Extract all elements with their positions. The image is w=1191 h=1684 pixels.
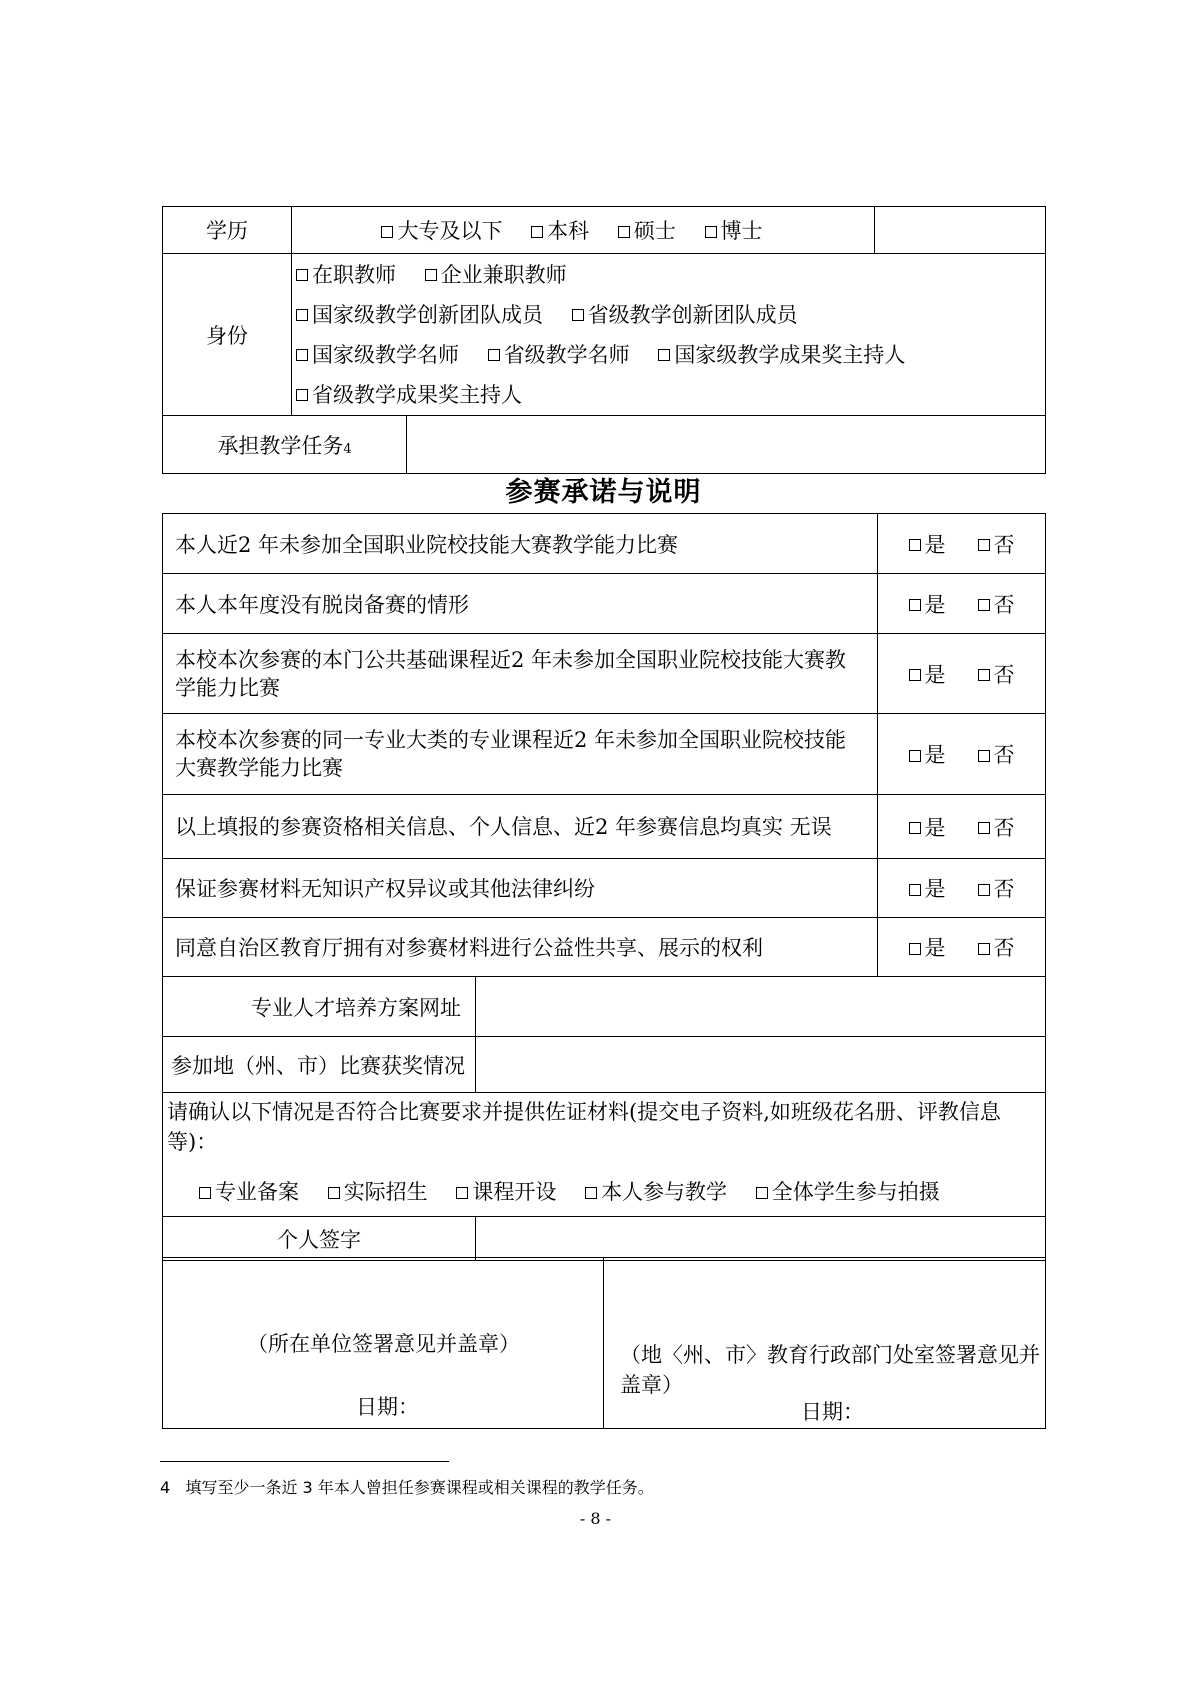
confirm-options — [167, 1175, 1041, 1209]
checkbox-icon[interactable] — [572, 309, 584, 321]
commitment-item: 以上填报的参赛资格相关信息、个人信息、近2 年参赛信息均真实 无误 — [163, 795, 878, 859]
yes-option[interactable]: 是 — [909, 816, 946, 840]
no-option[interactable]: 否 — [978, 663, 1015, 687]
yes-option[interactable]: 是 — [909, 877, 946, 901]
checkbox-icon[interactable] — [978, 599, 990, 611]
identity-label: 身份 — [163, 254, 292, 416]
dept-opinion-date: 日期： — [801, 1400, 864, 1424]
yes-no-choice — [878, 514, 1046, 574]
education-options — [292, 207, 875, 254]
checkbox-icon[interactable] — [296, 389, 308, 401]
checkbox-icon[interactable] — [296, 269, 308, 281]
yes-option[interactable]: 是 — [909, 663, 946, 687]
checkbox-icon[interactable] — [978, 884, 990, 896]
yes-no-choice — [878, 795, 1046, 859]
education-option[interactable]: 大专及以下 — [381, 219, 502, 243]
footnote-text: 填写至少一条近 3 年本人曾担任参赛课程或相关课程的教学任务。 — [185, 1478, 654, 1497]
checkbox-icon[interactable] — [531, 226, 543, 238]
checkbox-icon[interactable] — [488, 349, 500, 361]
checkbox-icon[interactable] — [585, 1187, 597, 1199]
signature-label: 个人签字 — [163, 1217, 476, 1261]
yes-option[interactable]: 是 — [909, 743, 946, 767]
checkbox-icon[interactable] — [909, 750, 921, 762]
checkbox-icon[interactable] — [296, 309, 308, 321]
opinion-table — [162, 1257, 1046, 1429]
yes-option[interactable]: 是 — [909, 533, 946, 557]
education-label: 学历 — [163, 207, 292, 254]
identity-row — [296, 295, 1033, 335]
identity-option[interactable]: 省级教学名师 — [488, 343, 630, 367]
section-title: 参赛承诺与说明 — [505, 477, 702, 508]
identity-option[interactable]: 省级教学创新团队成员 — [572, 303, 798, 327]
checkbox-icon[interactable] — [658, 349, 670, 361]
checkbox-icon[interactable] — [909, 669, 921, 681]
identity-row — [296, 255, 1033, 295]
identity-option[interactable]: 企业兼职教师 — [425, 263, 567, 287]
education-option[interactable]: 博士 — [705, 219, 763, 243]
identity-option[interactable]: 在职教师 — [296, 263, 396, 287]
checkbox-icon[interactable] — [978, 539, 990, 551]
checkbox-icon[interactable] — [978, 750, 990, 762]
no-option[interactable]: 否 — [978, 533, 1015, 557]
yes-no-choice — [878, 918, 1046, 977]
checkbox-icon[interactable] — [978, 669, 990, 681]
commitment-item: 本人本年度没有脱岗备赛的情形 — [163, 574, 878, 634]
confirm-option[interactable]: 本人参与教学 — [585, 1180, 727, 1204]
program-url-label: 专业人才培养方案网址 — [163, 977, 476, 1037]
checkbox-icon[interactable] — [909, 539, 921, 551]
footnote — [160, 1475, 654, 1498]
checkbox-icon[interactable] — [705, 226, 717, 238]
confirm-text: 请确认以下情况是否符合比赛要求并提供佐证材料(提交电子资料,如班级花名册、评教信息等)： — [167, 1100, 1001, 1154]
confirm-cell — [163, 1093, 1046, 1217]
commitment-table — [162, 513, 1046, 1261]
identity-option[interactable]: 国家级教学成果奖主持人 — [658, 343, 905, 367]
checkbox-icon[interactable] — [425, 269, 437, 281]
identity-row — [296, 375, 1033, 415]
checkbox-icon[interactable] — [978, 822, 990, 834]
identity-option[interactable]: 国家级教学名师 — [296, 343, 459, 367]
signature-input[interactable] — [476, 1217, 1046, 1261]
identity-option[interactable]: 国家级教学创新团队成员 — [296, 303, 543, 327]
checkbox-icon[interactable] — [909, 943, 921, 955]
checkbox-icon[interactable] — [756, 1187, 768, 1199]
confirm-option[interactable]: 实际招生 — [328, 1180, 428, 1204]
unit-opinion-date: 日期： — [356, 1395, 419, 1419]
page-number: - 8 - — [579, 1509, 612, 1528]
commitment-item: 保证参赛材料无知识产权异议或其他法律纠纷 — [163, 859, 878, 918]
commitment-item: 同意自治区教育厅拥有对参赛材料进行公益性共享、展示的权利 — [163, 918, 878, 977]
footnote-divider — [160, 1461, 449, 1462]
unit-opinion-text: （所在单位签署意见并盖章） — [247, 1332, 520, 1356]
teaching-task-input[interactable] — [407, 416, 1046, 474]
footnote-ref: 4 — [343, 441, 352, 457]
prefecture-awards-label: 参加地（州、市）比赛获奖情况 — [163, 1037, 476, 1093]
checkbox-icon[interactable] — [618, 226, 630, 238]
yes-no-choice — [878, 714, 1046, 795]
no-option[interactable]: 否 — [978, 936, 1015, 960]
no-option[interactable]: 否 — [978, 743, 1015, 767]
dept-opinion-text: （地〈州、市〉教育行政部门处室签署意见并盖章） — [620, 1343, 1040, 1397]
checkbox-icon[interactable] — [909, 884, 921, 896]
yes-option[interactable]: 是 — [909, 593, 946, 617]
yes-no-choice — [878, 859, 1046, 918]
teaching-task-label: 承担教学任务4 — [163, 416, 407, 474]
no-option[interactable]: 否 — [978, 593, 1015, 617]
commitment-item: 本校本次参赛的本门公共基础课程近2 年未参加全国职业院校技能大赛教学能力比赛 — [163, 634, 878, 714]
education-option[interactable]: 硕士 — [618, 219, 676, 243]
prefecture-awards-input[interactable] — [476, 1037, 1046, 1093]
confirm-option[interactable]: 全体学生参与拍摄 — [756, 1180, 940, 1204]
confirm-option[interactable]: 专业备案 — [199, 1180, 299, 1204]
confirm-option[interactable]: 课程开设 — [456, 1180, 556, 1204]
education-option[interactable]: 本科 — [531, 219, 589, 243]
yes-no-choice — [878, 574, 1046, 634]
checkbox-icon[interactable] — [381, 226, 393, 238]
identity-option[interactable]: 省级教学成果奖主持人 — [296, 383, 522, 407]
personal-info-table — [162, 206, 1046, 474]
no-option[interactable]: 否 — [978, 816, 1015, 840]
checkbox-icon[interactable] — [978, 943, 990, 955]
checkbox-icon[interactable] — [456, 1187, 468, 1199]
commitment-item: 本校本次参赛的同一专业大类的专业课程近2 年未参加全国职业院校技能大赛教学能力比赛 — [163, 714, 878, 795]
no-option[interactable]: 否 — [978, 877, 1015, 901]
dept-opinion-cell[interactable] — [604, 1258, 1046, 1429]
education-extra-cell[interactable] — [875, 207, 1046, 254]
yes-no-choice — [878, 634, 1046, 714]
checkbox-icon[interactable] — [199, 1187, 211, 1199]
program-url-input[interactable] — [476, 977, 1046, 1037]
identity-row — [296, 335, 1033, 375]
checkbox-icon[interactable] — [909, 599, 921, 611]
checkbox-icon[interactable] — [296, 349, 308, 361]
unit-opinion-cell[interactable] — [163, 1258, 604, 1429]
checkbox-icon[interactable] — [909, 822, 921, 834]
checkbox-icon[interactable] — [328, 1187, 340, 1199]
footnote-number: 4 — [160, 1478, 171, 1497]
identity-options — [292, 254, 1046, 416]
commitment-item: 本人近2 年未参加全国职业院校技能大赛教学能力比赛 — [163, 514, 878, 574]
yes-option[interactable]: 是 — [909, 936, 946, 960]
